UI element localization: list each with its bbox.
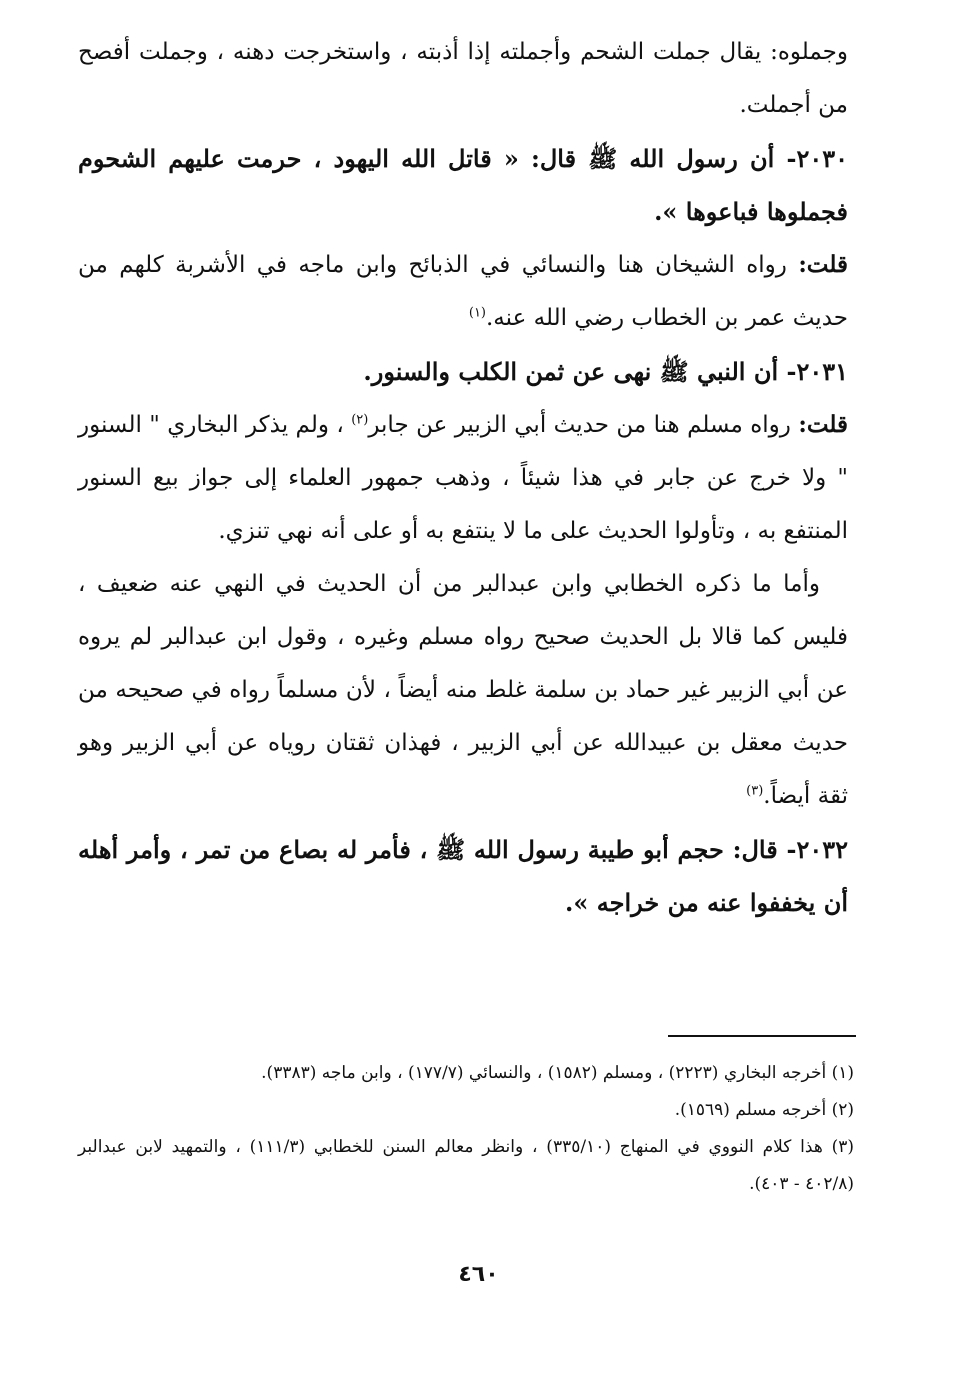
- page-number: ٤٦٠: [458, 1262, 499, 1287]
- hadith-2030: [78, 132, 848, 238]
- paragraph-definition: وجملوه: يقال جملت الشحم وأجملته إذا أذبته ، واستخرجت دهنه ، وجملت أفصح من أجملت.: [78, 39, 848, 118]
- main-text: [78, 26, 848, 929]
- commentary-text: وأما ما ذكره الخطابي وابن عبدالبر من أن الحديث في النهي عنه ضعيف ، فليس كما قالا بل الحديث صحيح رواه مسلم وغيره ، وقول ابن عبدالبر لم يروه عن أبي الزبير غير حماد بن سلمة غلط منه أيضاً ، لأن مسلماً رواه في صحيحه من حديث معقل بن عبيدالله عن أبي الزبير ، فهذان ثقتان روياه عن أبي الزبير وهو ثقة أيضاً.: [78, 571, 848, 809]
- footnotes: [78, 1055, 854, 1203]
- footnote-ref-3[interactable]: (٣): [746, 783, 764, 799]
- footnote-divider: [668, 1035, 856, 1037]
- commentary-lead: قلت:: [798, 411, 849, 438]
- footnote-2: (٢) أخرجه مسلم (١٥٦٩).: [674, 1100, 854, 1120]
- hadith-text: أن رسول الله ﷺ قال: « قاتل الله اليهود ، حرمت عليهم الشحوم فجملوها فباعوها ».: [78, 144, 848, 226]
- footnote-1: (١) أخرجه البخاري (٢٢٢٣) ، ومسلم (١٥٨٢) ، والنسائي (١٧٧/٧) ، وابن ماجه (٣٣٨٣).: [261, 1063, 854, 1083]
- hadith-number: ٢٠٣٠-: [786, 144, 848, 173]
- hadith-2032: [78, 823, 848, 929]
- footnote-3: (٣) هذا كلام النووي في المنهاج (٣٣٥/١٠) ، وانظر معالم السنن للخطابي (١١١/٣) ، والتمهيد لابن عبدالبر (٤٠٢/٨ - ٤٠٣).: [78, 1137, 854, 1194]
- hadith-2031: [78, 345, 848, 398]
- commentary-2031: [78, 398, 848, 558]
- commentary-text-continued: ، ولم يذكر البخاري " السنور " ولا خرج عن جابر في هذا شيئاً ، وذهب جمهور العلماء إلى جواز بيع السنور المنتفع به ، وتأولوا الحديث على ما لا ينتفع به أو على أنه نهي تنزي.: [78, 412, 848, 544]
- footnote-ref-1[interactable]: (١): [468, 305, 486, 321]
- hadith-text: قال: حجم أبو طيبة رسول الله ﷺ ، فأمر له بصاع من تمر ، وأمر أهله أن يخففوا عنه من خراجه ».: [78, 835, 848, 917]
- hadith-number: ٢٠٣٢-: [786, 835, 848, 864]
- hadith-text: أن النبي ﷺ نهى عن ثمن الكلب والسنور.: [363, 357, 779, 386]
- commentary-2031-continued: [78, 558, 848, 823]
- commentary-2030: [78, 238, 848, 345]
- commentary-text: رواه الشيخان هنا والنسائي في الذبائح وابن ماجه في الأشربة كلهم من حديث عمر بن الخطاب رضي الله عنه.: [78, 252, 848, 331]
- commentary-lead: قلت:: [798, 251, 848, 278]
- commentary-text: رواه مسلم هنا من حديث أبي الزبير عن جابر: [368, 412, 791, 438]
- hadith-number: ٢٠٣١-: [786, 357, 848, 386]
- footnote-ref-2[interactable]: (٢): [351, 412, 369, 428]
